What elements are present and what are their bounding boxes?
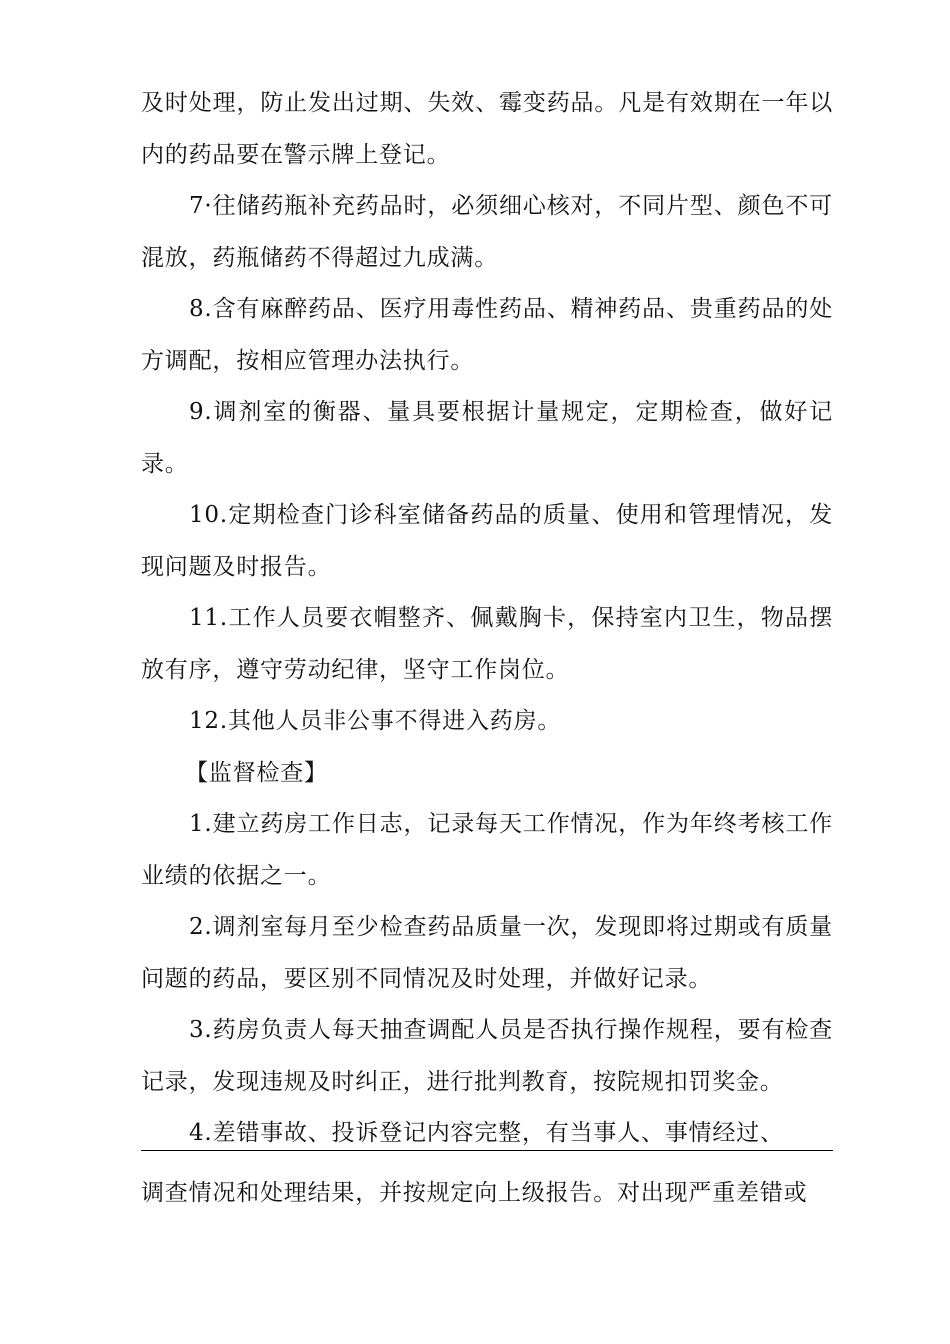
page-break-rule xyxy=(141,1150,833,1151)
paragraph-supervision-1: 1.建立药房工作日志，记录每天工作情况，作为年终考核工作业绩的依据之一。 xyxy=(141,811,833,889)
paragraph-item-8: 8.含有麻醉药品、医疗用毒性药品、精神药品、贵重药品的处方调配，按相应管理办法执行。 xyxy=(141,296,833,374)
paragraph-item-10: 10.定期检查门诊科室储备药品的质量、使用和管理情况，发现问题及时报告。 xyxy=(141,502,833,580)
paragraph-item-9: 9.调剂室的衡器、量具要根据计量规定，定期检查，做好记录。 xyxy=(141,399,833,477)
next-page-body xyxy=(141,1168,833,1220)
paragraph-supervision-3: 3.药房负责人每天抽查调配人员是否执行操作规程，要有检查记录，发现违规及时纠正，进行批判教育，按院规扣罚奖金。 xyxy=(141,1017,833,1095)
section-heading-supervision: 【监督检查】 xyxy=(185,759,328,786)
paragraph-expiry-handling: 及时处理，防止发出过期、失效、霉变药品。凡是有效期在一年以内的药品要在警示牌上登记。 xyxy=(141,90,833,168)
document-body xyxy=(141,78,833,1160)
paragraph-item-12: 12.其他人员非公事不得进入药房。 xyxy=(189,708,562,734)
paragraph-supervision-4: 4.差错事故、投诉登记内容完整，有当事人、事情经过、 xyxy=(189,1120,784,1146)
paragraph-continuation: 调查情况和处理结果，并按规定向上级报告。对出现严重差错或 xyxy=(141,1180,808,1206)
paragraph-supervision-2: 2.调剂室每月至少检查药品质量一次，发现即将过期或有质量问题的药品，要区别不同情况及时处理，并做好记录。 xyxy=(141,914,833,992)
paragraph-item-7: 7·往储药瓶补充药品时，必须细心核对，不同片型、颜色不可混放，药瓶储药不得超过九成满。 xyxy=(141,193,833,271)
paragraph-item-11: 11.工作人员要衣帽整齐、佩戴胸卡，保持室内卫生，物品摆放有序，遵守劳动纪律，坚守工作岗位。 xyxy=(141,605,833,683)
